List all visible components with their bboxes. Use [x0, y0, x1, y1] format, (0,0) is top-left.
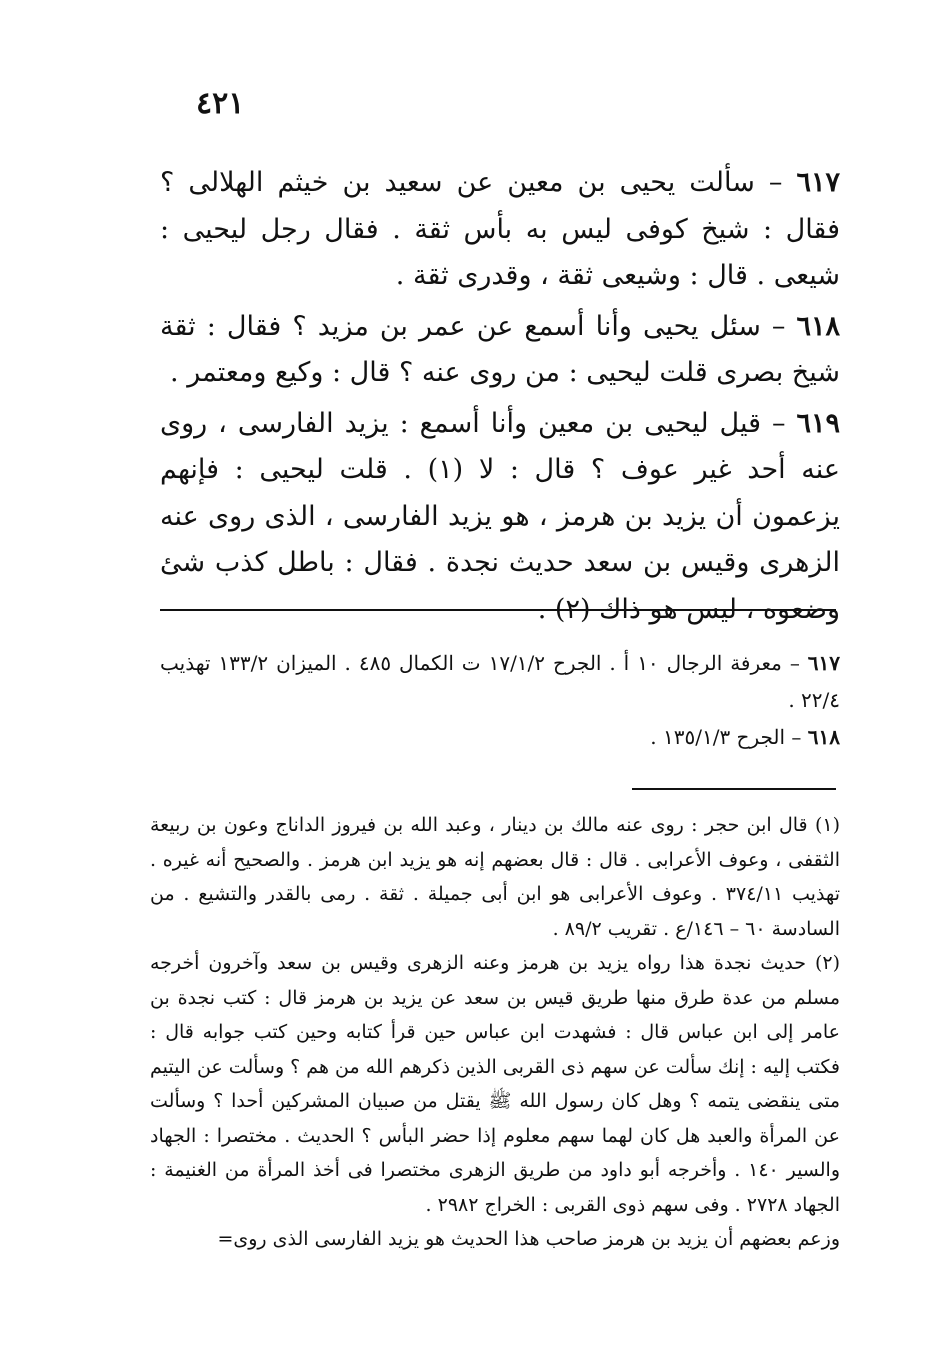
source-text: – الجرح ١٣٥/١/٣ .: [650, 725, 808, 749]
entry-text: – سألت يحيى بن معين عن سعيد بن خيثم الهلالى ؟ فقال : شيخ كوفى ليس به بأس ثقة . فقال رجل ليحيى : شيعى . قال : وشيعى ثقة ، وقدرى ثقة .: [160, 167, 840, 291]
entry-number: ٦١٩: [796, 407, 840, 439]
entry-619: [160, 401, 840, 634]
source-references: [160, 645, 840, 756]
divider-main: [160, 609, 836, 611]
entry-text: – قيل ليحيى بن معين وأنا أسمع : يزيد الفارسى ، روى عنه أحد غير عوف ؟ قال : لا (١) . قلت ليحيى : فإنهم يزعمون أن يزيد بن هرمز ، هو يزيد الفارسى ، الذى روى عنه الزهرى وقيس بن سعد حديث نجدة . فقال : باطل كذب شئ وضعوه ، ليس هو ذاك (٢) .: [160, 407, 840, 625]
entry-618: [160, 304, 840, 397]
source-text: – معرفة الرجال ١٠ أ . الجرح ١٧/١/٢ ت الكمال ٤٨٥ . الميزان ١٣٣/٢ تهذيب ٢٢/٤ .: [160, 651, 840, 712]
entry-number: ٦١٨: [796, 310, 840, 342]
entry-text: – سئل يحيى وأنا أسمع عن عمر بن مزيد ؟ فقال : ثقة شيخ بصرى قلت ليحيى : من روى عنه ؟ قال : وكيع ومعتمر .: [160, 310, 840, 388]
footnote-2: (٢) حديث نجدة هذا رواه يزيد بن هرمز وعنه الزهرى وقيس بن سعد وآخرون أخرجه مسلم من عدة طرق منها طريق قيس بن سعد عن يزيد بن هرمز قال : كتب نجدة بن عامر إلى ابن عباس قال : فشهدت ابن عباس حين قرأ كتابه وحين كتب جوابه قال : فكتب إليه : إنك سألت عن سهم ذى القربى الذين ذكرهم الله من هم ؟ وسألت عن اليتيم متى ينقضى يتمه ؟ وهل كان رسول الله ﷺ يقتل من صبيان المشركين أحدا ؟ وسألت عن المرأة والعبد هل كان لهما سهم معلوم إذا حضر البأس ؟ الحديث . مختصرا : الجهاد والسير ١٤٠ . وأخرجه أبو داود من طريق الزهرى مختصرا فى أخذ المرأة من الغنيمة : الجهاد ٢٧٢٨ . وفى سهم ذوى القربى : الخراج ٢٩٨٢ .: [150, 952, 840, 1216]
footnotes: [150, 808, 840, 1257]
source-618: [160, 719, 840, 756]
source-number: ٦١٧: [807, 651, 840, 675]
footnote-1: (١) قال ابن حجر : روى عنه مالك بن دينار ، وعبد الله بن فيروز الداناج وعون بن ربيعة الثقفى ، وعوف الأعرابى . قال : قال بعضهم إنه هو يزيد ابن هرمز . والصحيح أنه غيره . تهذيب ٣٧٤/١١ . وعوف الأعرابى هو ابن أبى جميلة . ثقة . رمى بالقدر والتشيع . من السادسة ٦٠ – ١٤٦/ع . تقريب ٨٩/٢ .: [150, 814, 840, 940]
main-text: [160, 160, 840, 637]
source-617: [160, 645, 840, 719]
page-number: ٤٢١: [196, 86, 245, 121]
divider-footnotes: [632, 788, 836, 790]
entry-number: ٦١٧: [796, 167, 840, 198]
source-number: ٦١٨: [807, 725, 840, 749]
footnote-continuation: وزعم بعضهم أن يزيد بن هرمز صاحب هذا الحديث هو يزيد الفارسى الذى روى=: [217, 1228, 840, 1250]
entry-617: [160, 160, 840, 300]
